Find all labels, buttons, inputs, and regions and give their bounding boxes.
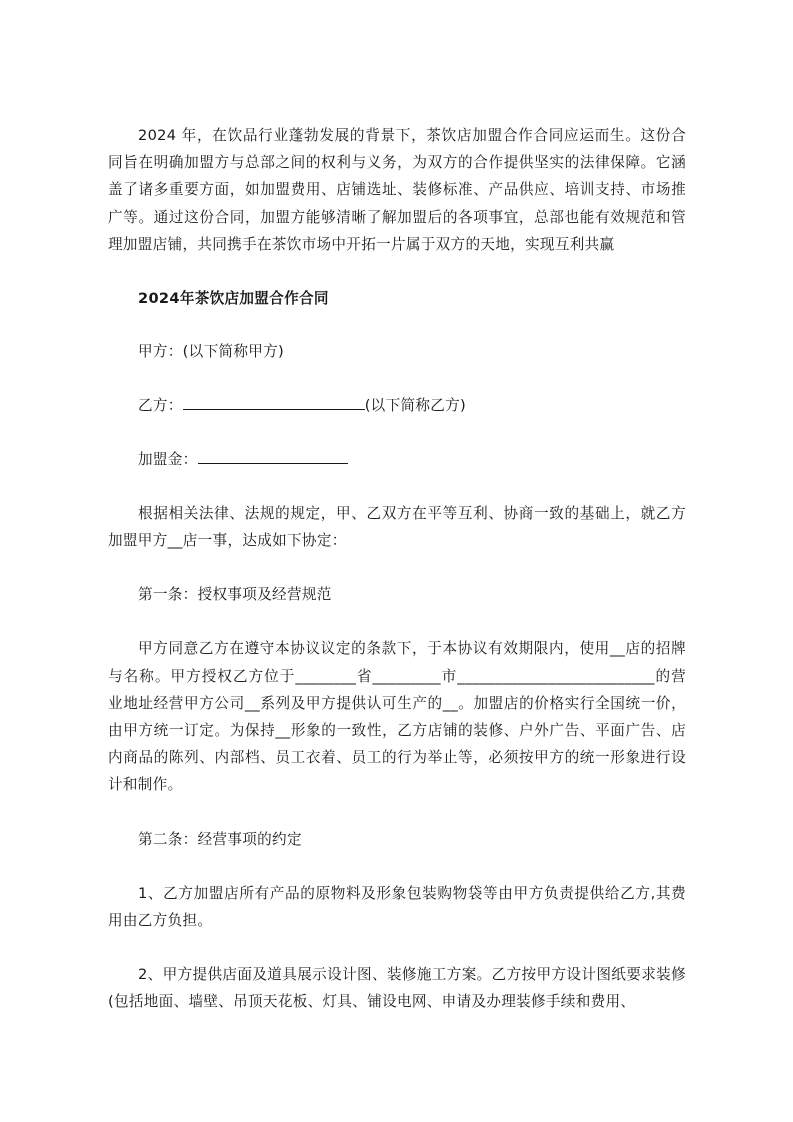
article1-title: 第一条：授权事项及经营规范 [138,586,332,604]
article2-item2: 2、甲方提供店面及道具展示设计图、装修施工方案。乙方按甲方设计图纸要求装修(包括地面、墙壁、吊顶天花板、灯具、铺设电网、申请及办理装修手续和费用、 [108,966,686,1011]
fee-label: 加盟金： [138,451,198,469]
preamble-paragraph: 根据相关法律、法规的规定，甲、乙双方在平等互利、协商一致的基础上，就乙方加盟甲方__店一事，达成如下协定： [108,505,686,550]
party-a-line: 甲方：(以下简称甲方) [138,343,285,361]
party-b-suffix: (以下简称乙方) [364,397,467,415]
fee-line [108,446,686,473]
intro-paragraph: 2024 年，在饮品行业蓬勃发展的背景下，茶饮店加盟合作合同应运而生。这份合同旨在明确加盟方与总部之间的权利与义务，为双方的合作提供坚实的法律保障。它涵盖了诸多重要方面，如加盟费用、店铺选址、装修标准、产品供应、培训支持、市场推广等。通过这份合同，加盟方能够清晰了解加盟后的各项事宜，总部也能有效规范和管理加盟店铺，共同携手在茶饮市场中开拓一片属于双方的天地，实现互利共赢 [108,127,686,253]
contract-title: 2024年茶饮店加盟合作合同 [138,290,329,308]
party-b-line [108,392,686,419]
document-page [108,122,686,1015]
article1-paragraph: 甲方同意乙方在遵守本协议议定的条款下，于本协议有效期限内，使用__店的招牌与名称。甲方授权乙方位于________省_________市__________________________的营业地址经营甲方公司__系列及甲方提供认可生产的__。加盟店的价格实行全国统一价，由甲方统一订定。为保持__形象的一致性，乙方店铺的装修、户外广告、平面广告、店内商品的陈列、内部档、员工衣着、员工的行为举止等，必须按甲方的统一形象进行设计和制作。 [108,640,686,794]
party-b-label: 乙方： [138,397,183,415]
article2-item1: 1、乙方加盟店所有产品的原物料及形象包装购物袋等由甲方负责提供给乙方,其费用由乙方负担。 [108,884,686,929]
article2-title: 第二条：经营事项的约定 [138,830,302,848]
fee-blank[interactable] [198,449,348,464]
party-b-blank[interactable] [183,395,365,410]
